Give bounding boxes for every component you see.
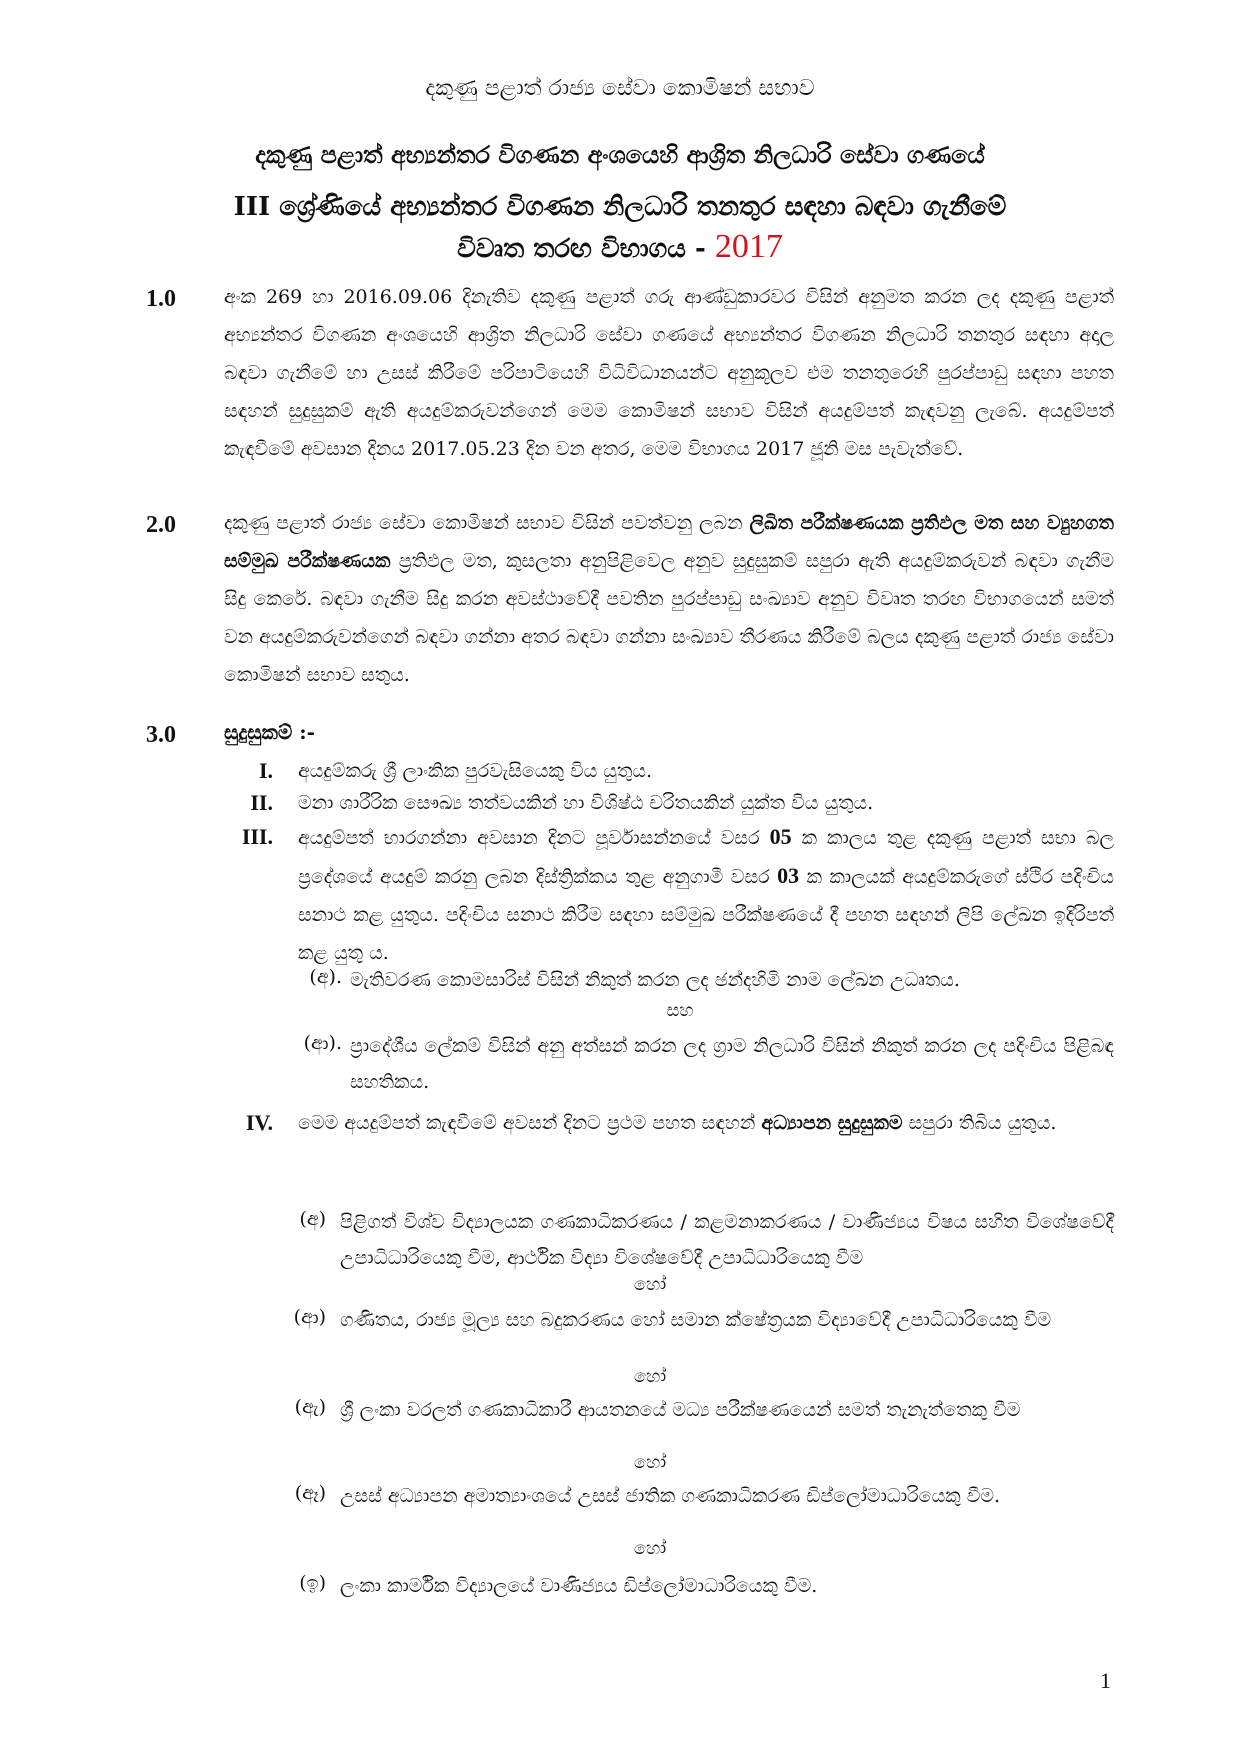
residence-doc-1-text: මැතිවරණ කොමසාරිස් විසින් නිකුත් කරන ලද ඡන්දහිමි නාම ලේඛන උධෘතය. [350,969,960,991]
education-option-4-label: (ඈ) [294,1482,326,1504]
section-2-text-bold: ලිඛිත පරීක්ෂණයක ප්‍රතිඵල මත සහ ව්‍යුහගත සම්මුඛ පරීක්ෂණයක [224,512,1114,572]
education-conjunction-2: හෝ [633,1366,667,1387]
title-line-3-text: විවෘත තරඟ විභාගය - [457,234,715,264]
section-2-text-a: දකුණු පළාත් රාජ්‍ය සේවා කොමිෂන් සභාව විසින් පවත්වනු ලබන [224,512,750,534]
education-option-4-text: උසස් අධ්‍යාපන අමාත්‍යාංශයේ උසස් ජාතික ගණකාධිකරණ ඩිප්ලෝමාධාරියෙකු වීම. [340,1485,1001,1507]
qualification-3-text [298,818,1114,972]
section-2-text [224,504,1114,694]
residence-conjunction: සහ [666,1000,694,1021]
qualification-2-label: II. [250,790,273,815]
education-option-2-text: ගණිතය, රාජ්‍ය මූල්‍ය සහ බදුකරණය හෝ සමාන ක්ෂේත්‍රයක විද්‍යාවේදී උපාධිධාරියෙකු වීම [340,1309,1052,1331]
qualification-4-text-bold: අධ්‍යාපන සුදුසුකම [761,1112,903,1134]
qualification-3-text-a: අයදුම්පත් භාරගන්නා අවසාන දිනට පූර්වාසන්නයේ වසර [298,827,770,849]
page-number: 1 [1100,1668,1111,1693]
qualification-4-label: IV. [245,1110,273,1135]
title-year: 2017 [714,228,783,265]
qualification-3-text-c: ක කාලයක් අයදුම්කරුගේ ස්ථිර පදිංචිය සනාථ කළ යුතුය. පදිංචිය සනාථ කිරීම සඳහා සම්මුඛ පරීක්ෂණයේ දී පහත සඳහන් ලිපි ලේඛන ඉදිරිපත් කළ යුතු ය. [298,866,1114,964]
qualification-3-text-b: ක කාලය තුළ දකුණු පළාත් සභා බල ප්‍රදේශයේ අයදුම් කරනු ලබන දිස්ත්‍රික්කය තුළ අනුගාමී වසර [298,827,1115,888]
commission-name: දකුණු පළාත් රාජ්‍ය සේවා කොමිෂන් සභාව [425,76,815,101]
title-line-3 [0,228,1240,266]
section-3-number: 3.0 [146,722,176,748]
section-1-number: 1.0 [146,286,176,312]
education-option-3-text: ශ්‍රී ලංකා වරලත් ගණකාධිකාරී ආයතනයේ මධ්‍ය පරීක්ෂණයෙන් සමත් තැනැත්තෙකු වීම [340,1399,1021,1421]
qualification-4-text-b: සපුරා තිබිය යුතුය. [902,1112,1057,1134]
education-conjunction-4: හෝ [633,1538,667,1559]
qualification-4-text-a: මෙම අයදුම්පත් කැඳවීමේ අවසන් දිනට ප්‍රථම පහත සඳහන් [298,1112,762,1134]
residence-doc-2-label: (ආ). [303,1032,342,1054]
education-conjunction-1: හෝ [633,1274,667,1295]
education-option-2-label: (ආ) [293,1306,326,1328]
qualification-1-label: I. [258,758,273,783]
qualification-2-text: මනා ශාරීරික සෞඛ්‍ය තත්වයකින් හා විශිෂ්ඨ චරිතයකින් යුක්ත විය යුතුය. [298,792,874,814]
qualifications-heading: සුදුසුකම් :- [224,720,315,744]
qualification-4-text [298,1104,1114,1142]
education-option-1-label: (අ) [299,1208,326,1230]
section-1-text: අංක 269 හා 2016.09.06 දිනැතිව දකුණු පළාත් ගරු ආණ්ඩුකාරවර විසින් අනුමත කරන ලද දකුණු පළාත් අභ්‍යන්තර විගණන අංශයෙහි ආශ්‍රිත නිලධාරි සේවා ගණයේ අභ්‍යන්තර විගණන නිලධාරි තනතුර සඳහා අදාල බඳවා ගැනීමේ හා උසස් කිරීමේ පරිපාටියෙහි විධිවිධානයන්ට අනුකූලව එම තනතුරෙහි පුරප්පාඩු සඳහා පහත සඳහන් සුදුසුකම් ඇති අයදුම්කරුවන්ගෙන් මෙම කොමිෂන් සභාව විසින් අයදුම්පත් කැඳවනු ලැබේ. අයදුම්පත් කැඳවීමේ අවසාන දිනය 2017.05.23 දින වන අතර, මෙම විභාගය 2017 ජූනි මස පැවැත්වේ. [224,286,1114,460]
education-option-5-label: (ඉ) [299,1572,326,1594]
section-2-number: 2.0 [146,512,176,538]
education-option-3-label: (ඇ) [294,1396,326,1418]
education-option-1-text: පිළිගත් විශ්ව විද්‍යාලයක ගණකාධිකරණය / කළමනාකරණය / වාණිජ්‍යය විෂය සහිත විශේෂවේදී උපාධිධාරියෙකු වීම, ආර්ථික විද්‍යා විශේෂවේදී උපාධිධාරියෙකු වීම [340,1211,1114,1269]
title-line-2: III ශ්‍රේණියේ අභ්‍යන්තර විගණන නිලධාරි තනතුර සඳහා බඳවා ගැනීමේ [233,192,1007,222]
residence-doc-1-label: (අ). [309,966,342,988]
title-line-1: දකුණු පළාත් අභ්‍යන්තර විගණන අංශයෙහි ආශ්‍රිත නිලධාරි සේවා ගණයේ [255,140,985,169]
education-conjunction-3: හෝ [633,1452,667,1473]
qualification-3-years-1: 05 [769,824,792,849]
education-option-5-text: ලංකා කාර්මික විද්‍යාලයේ වාණිජ්‍යය ඩිප්ලෝමාධාරියෙකු වීම. [340,1575,818,1597]
qualification-1-text: අයදුම්කරු ශ්‍රී ලාංකික පුරවැසියෙකු විය යුතුය. [298,760,653,782]
qualification-3-years-2: 03 [777,863,800,888]
qualification-3-label: III. [241,824,273,849]
section-2-text-b: ප්‍රතිඵල මත, කුසලතා අනුපිළිවෙල අනුව සුදුසුකම් සපුරා ඇති අයදුම්කරුවන් බඳවා ගැනීම සිදු කෙරේ. බඳවා ගැනීම සිදු කරන අවස්ථාවේදී පවතින පුරප්පාඩු සංඛ්‍යාව අනුව විවෘත තරඟ විභාගයෙන් සමත් වන අයදුම්කරුවන්ගෙන් බඳවා ගන්නා අතර බඳවා ගන්නා සංඛ්‍යාව තීරණය කිරීමේ බලය දකුණු පළාත් රාජ්‍ය සේවා කොමිෂන් සභාව සතුය. [224,550,1114,686]
residence-doc-2-text: ප්‍රාදේශීය ලේකම් විසින් අනු අත්සන් කරන ලද ග්‍රාම නිලධාරි විසින් නිකුත් කරන ලද පදිංචිය පිළිබඳ සහතිකය. [350,1035,1114,1093]
